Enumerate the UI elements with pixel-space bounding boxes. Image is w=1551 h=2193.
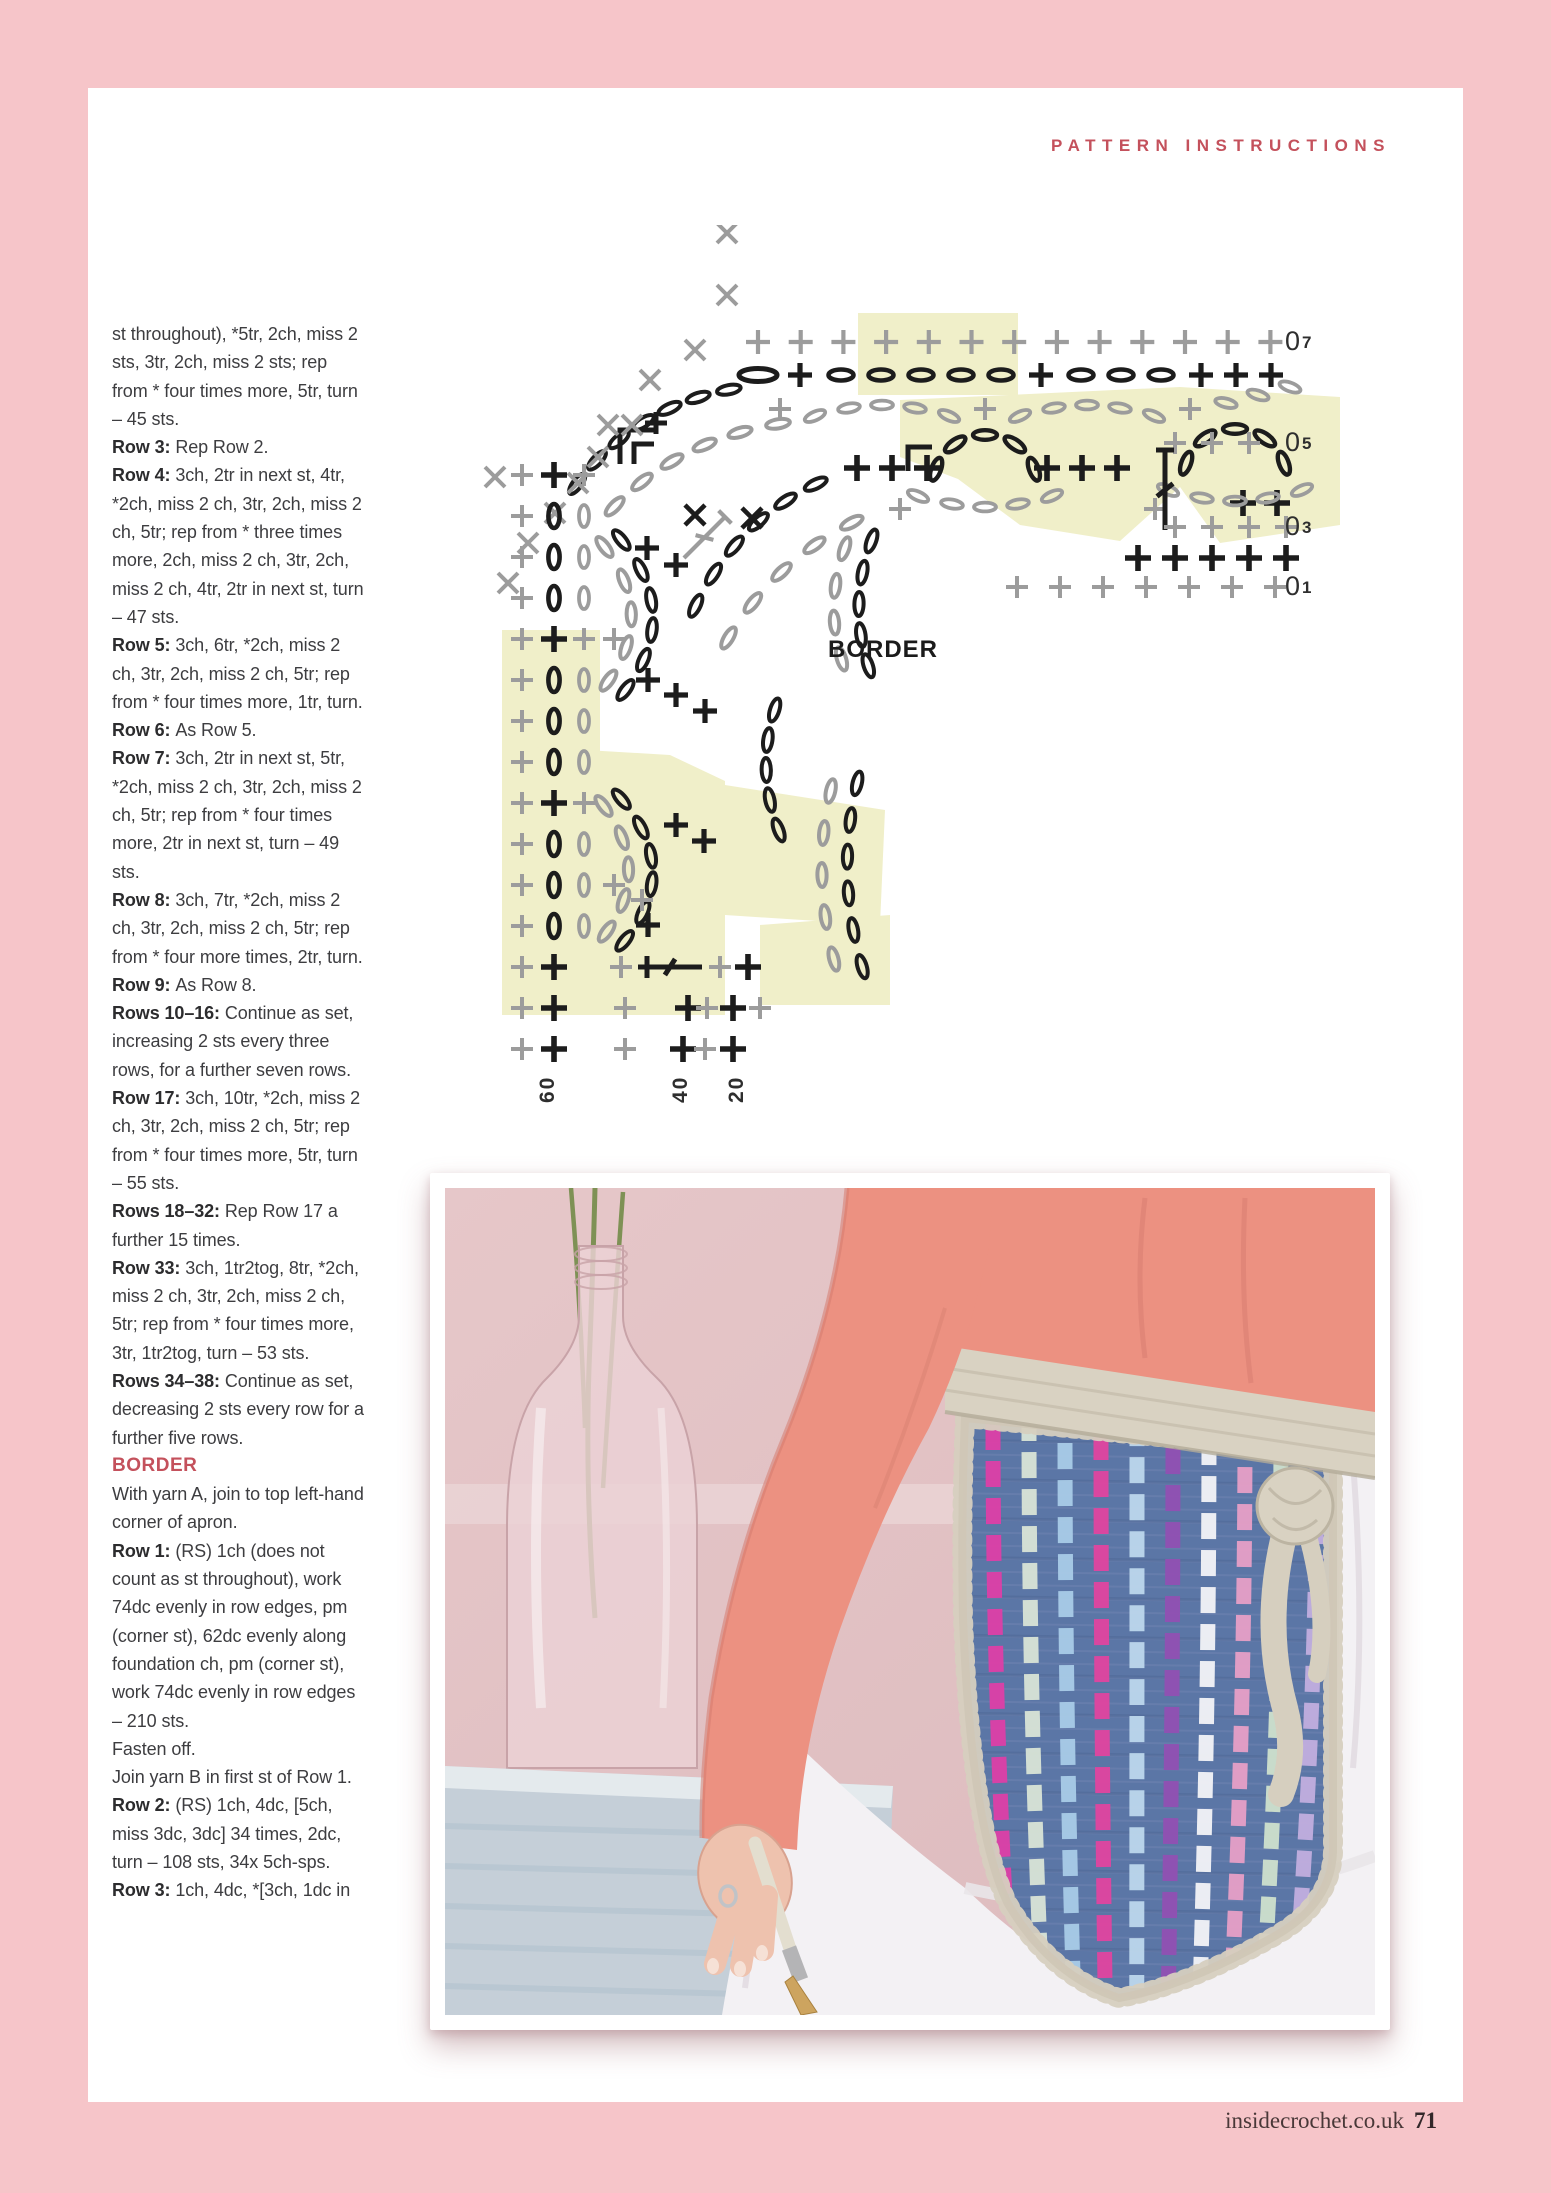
instruction-paragraph: Rows 10–16: Continue as set, increasing 2 sts every three rows, for a further seven rows. (112, 1003, 354, 1080)
dc-symbol (1049, 576, 1071, 598)
x-symbol (717, 225, 737, 243)
instruction-paragraph: Row 2: (RS) 1ch, 4dc, [5ch, miss 3dc, 3dc] 34 times, 2dc, turn – 108 sts, 34x 5ch-sps. (112, 1795, 342, 1873)
dc-symbol (844, 455, 870, 481)
dc-symbol (1221, 576, 1243, 598)
instruction-paragraph: Row 7: 3ch, 2tr in next st, 5tr, *2ch, miss 2 ch, 3tr, 2ch, miss 2 ch, 5tr; rep from * four times more, 2tr in next st, turn – 49 sts. (112, 748, 362, 882)
ribbon-stripe (1101, 1424, 1105, 1988)
chain-symbol (610, 528, 632, 552)
chain-symbol (594, 535, 616, 560)
dc-symbol (1216, 330, 1240, 354)
dc-symbol (1006, 576, 1028, 598)
dc-symbol (1178, 576, 1200, 598)
chart-highlight (900, 387, 1340, 543)
chain-symbol (803, 408, 827, 425)
chain-symbol (630, 471, 655, 493)
instruction-paragraph: Rows 34–38: Continue as set, decreasing 2 sts every row for a further five rows. (112, 1370, 364, 1448)
chain-symbol (631, 557, 650, 583)
x-symbol (685, 340, 705, 360)
chain-symbol (579, 587, 589, 609)
chain-symbol (839, 513, 865, 532)
chain-symbol (718, 625, 738, 650)
page-footer (1225, 2108, 1437, 2134)
chain-symbol (850, 771, 865, 796)
dc-symbol (1273, 545, 1299, 571)
instruction-paragraph: Join yarn B in first st of Row 1. (112, 1767, 352, 1788)
chain-symbol (802, 535, 827, 556)
row-label: Row 17: (112, 1088, 186, 1109)
chain-symbol (579, 505, 589, 527)
chain-symbol (767, 697, 783, 723)
instruction-paragraph: Row 33: 3ch, 1tr2tog, 8tr, *2ch, miss 2 ch, 3tr, 2ch, miss 2 ch, 5tr; rep from * four times more, 3tr, 1tr2tog, turn – 53 sts. (112, 1257, 359, 1363)
instruction-paragraph: Row 8: 3ch, 7tr, *2ch, miss 2 ch, 3tr, 2ch, miss 2 ch, 5tr; rep from * four more times, 2tr, turn. (112, 889, 363, 967)
chain-symbol (626, 602, 636, 626)
chain-symbol (856, 560, 870, 585)
row-label: Row 1: (112, 1540, 176, 1561)
chain-symbol (548, 545, 559, 569)
dc-symbol (1258, 330, 1282, 354)
chain-symbol (659, 451, 684, 471)
chain-symbol (836, 536, 853, 562)
instruction-paragraph: Row 5: 3ch, 6tr, *2ch, miss 2 ch, 3tr, 2ch, miss 2 ch, 5tr; rep from * four times more, 1tr, turn. (112, 635, 363, 712)
dc-symbol (1264, 576, 1286, 598)
dc-symbol (1224, 363, 1248, 387)
chart-row-label: 0 1 (1285, 571, 1312, 601)
dc-symbol (511, 505, 533, 527)
chain-symbol (854, 592, 864, 616)
dc-symbol (831, 330, 855, 354)
dc-symbol (1125, 545, 1151, 571)
row-label: Row 3: (112, 1880, 176, 1901)
dc-symbol (1029, 363, 1053, 387)
row-label: Rows 34–38: (112, 1370, 225, 1391)
dc-symbol (1236, 545, 1262, 571)
instruction-paragraph: Rows 18–32: Rep Row 17 a further 15 times. (112, 1201, 338, 1250)
chain-symbol (829, 573, 841, 598)
tr-symbol (678, 511, 732, 565)
border-section-heading: BORDER (112, 1454, 198, 1476)
chain-symbol (773, 491, 798, 512)
instruction-paragraph: Row 4: 3ch, 2tr in next st, 4tr, *2ch, miss 2 ch, 3tr, 2ch, miss 2 ch, 5tr; rep from * three times more, 2ch, miss 2 ch, 3tr, 2ch, miss 2 ch, 4tr, 2tr in next st, turn – 47 sts. (112, 465, 364, 627)
instruction-paragraph: Row 9: As Row 8. (112, 974, 257, 995)
chain-symbol (727, 425, 753, 440)
crochet-chart (480, 225, 1345, 1115)
chain-symbol (1069, 370, 1094, 381)
chain-symbol (837, 402, 860, 414)
row-label: Row 33: (112, 1257, 186, 1278)
chain-symbol (906, 488, 930, 505)
instruction-paragraph: Row 1: (RS) 1ch (does not count as st throughout), work 74dc evenly in row edges, pm (corner st), 62dc evenly along foundation ch, pm (corner st), work 74dc evenly in row edges – 210 sts. (112, 1540, 356, 1731)
chain-symbol (824, 778, 838, 803)
instruction-paragraph: With yarn A, join to top left-hand corner of apron. (112, 1484, 364, 1533)
chart-row-label: 0 7 (1285, 326, 1312, 356)
row-label: Row 8: (112, 889, 176, 910)
chain-symbol (829, 610, 840, 635)
dc-symbol (720, 1036, 746, 1062)
footer-site: insidecrochet.co.uk (1225, 2108, 1404, 2133)
instruction-paragraph: Fasten off. (112, 1738, 196, 1759)
chain-symbol (703, 562, 724, 587)
chain-symbol (657, 399, 683, 417)
chain-symbol (686, 593, 705, 619)
dc-symbol (889, 498, 911, 520)
dc-symbol (693, 699, 717, 723)
row-label: Row 6: (112, 720, 176, 741)
dc-symbol (1189, 363, 1213, 387)
x-symbol (640, 370, 660, 390)
dc-symbol (1162, 545, 1188, 571)
dc-symbol (511, 546, 533, 568)
row-label: Row 4: (112, 465, 176, 486)
chain-symbol (829, 370, 854, 381)
dc-symbol (635, 536, 659, 560)
row-label: Row 7: (112, 748, 176, 769)
chart-caption: BORDER (828, 636, 939, 663)
crochet-chart-wrap (480, 225, 1345, 1115)
instruction-paragraph: Row 6: As Row 5. (112, 720, 257, 741)
corner-symbol (620, 430, 654, 464)
chain-symbol (762, 727, 774, 752)
dc-symbol (511, 1038, 533, 1060)
chain-symbol (646, 618, 658, 643)
x-symbol (717, 285, 737, 305)
chain-symbol (548, 586, 559, 610)
instruction-paragraph: Row 3: Rep Row 2. (112, 437, 269, 458)
dc-symbol (670, 1036, 696, 1062)
chain-symbol (770, 560, 794, 583)
chain-symbol (598, 668, 620, 693)
row-label: Row 5: (112, 635, 176, 656)
dc-symbol (789, 330, 813, 354)
chain-symbol (803, 475, 829, 494)
chain-symbol (603, 495, 626, 519)
dc-symbol (1130, 330, 1154, 354)
dc-symbol (1199, 545, 1225, 571)
chain-symbol (761, 758, 771, 782)
chart-row-label-bottom: 40 (669, 1075, 692, 1103)
dc-symbol (511, 464, 533, 486)
chain-symbol (739, 369, 777, 382)
x-symbol (498, 573, 518, 593)
chain-symbol (615, 678, 637, 703)
instruction-paragraph: Row 17: 3ch, 10tr, *2ch, miss 2 ch, 3tr, 2ch, miss 2 ch, 5tr; rep from * four times more, 5tr, turn – 55 sts. (112, 1088, 361, 1193)
chain-symbol (644, 587, 657, 612)
chain-symbol (685, 389, 711, 405)
dc-symbol (541, 462, 567, 488)
photo-frame (430, 1173, 1390, 2030)
x-symbol (685, 505, 705, 525)
x-symbol (598, 415, 618, 435)
chain-symbol (742, 591, 764, 615)
dc-symbol (614, 1038, 636, 1060)
chain-symbol (723, 534, 746, 558)
dc-symbol (788, 363, 812, 387)
chain-symbol (974, 503, 996, 512)
dc-symbol (541, 1036, 567, 1062)
chart-row-label: 0 5 (1285, 427, 1312, 457)
row-label: Row 3: (112, 437, 176, 458)
row-label: Rows 10–16: (112, 1003, 225, 1024)
row-label: Rows 18–32: (112, 1201, 225, 1222)
chain-symbol (579, 546, 589, 568)
dc-symbol (1092, 576, 1114, 598)
instruction-paragraph: st throughout), *5tr, 2ch, miss 2 sts, 3tr, 2ch, miss 2 sts; rep from * four times more, 5tr, turn – 45 sts. (112, 324, 358, 429)
x-symbol (485, 467, 505, 487)
chain-symbol (1149, 370, 1174, 381)
chain-symbol (940, 498, 963, 510)
chain-symbol (765, 417, 790, 430)
chain-symbol (615, 568, 632, 594)
dc-symbol (1088, 330, 1112, 354)
dc-symbol (769, 398, 791, 420)
row-label: Row 9: (112, 974, 176, 995)
dc-symbol (694, 1038, 716, 1060)
dc-symbol (879, 455, 905, 481)
chain-symbol (871, 401, 893, 410)
row-label: Row 2: (112, 1795, 176, 1816)
instruction-paragraph: Row 3: 1ch, 4dc, *[3ch, 1dc in (112, 1880, 351, 1901)
dc-symbol (1045, 330, 1069, 354)
chain-symbol (1109, 370, 1134, 381)
chart-row-label-bottom: 60 (536, 1075, 559, 1103)
corner-symbol (634, 444, 654, 464)
dc-symbol (746, 330, 770, 354)
chain-symbol (692, 436, 718, 454)
dc-symbol (664, 683, 688, 707)
chain-symbol (863, 528, 880, 554)
dc-symbol (1135, 576, 1157, 598)
page-surface (88, 88, 1463, 2102)
chart-highlight (725, 785, 885, 925)
chart-row-label-bottom: 20 (725, 1075, 748, 1103)
chain-symbol (1278, 379, 1302, 395)
dc-symbol (735, 954, 761, 980)
section-kicker: PATTERN INSTRUCTIONS (1051, 136, 1391, 155)
dc-symbol (1173, 330, 1197, 354)
chart-row-label: 0 3 (1285, 511, 1312, 541)
apron-photo-illustration (445, 1188, 1375, 2015)
chain-symbol (716, 383, 741, 397)
pattern-instructions-column (112, 320, 365, 1905)
footer-page-number: 71 (1414, 2108, 1437, 2133)
